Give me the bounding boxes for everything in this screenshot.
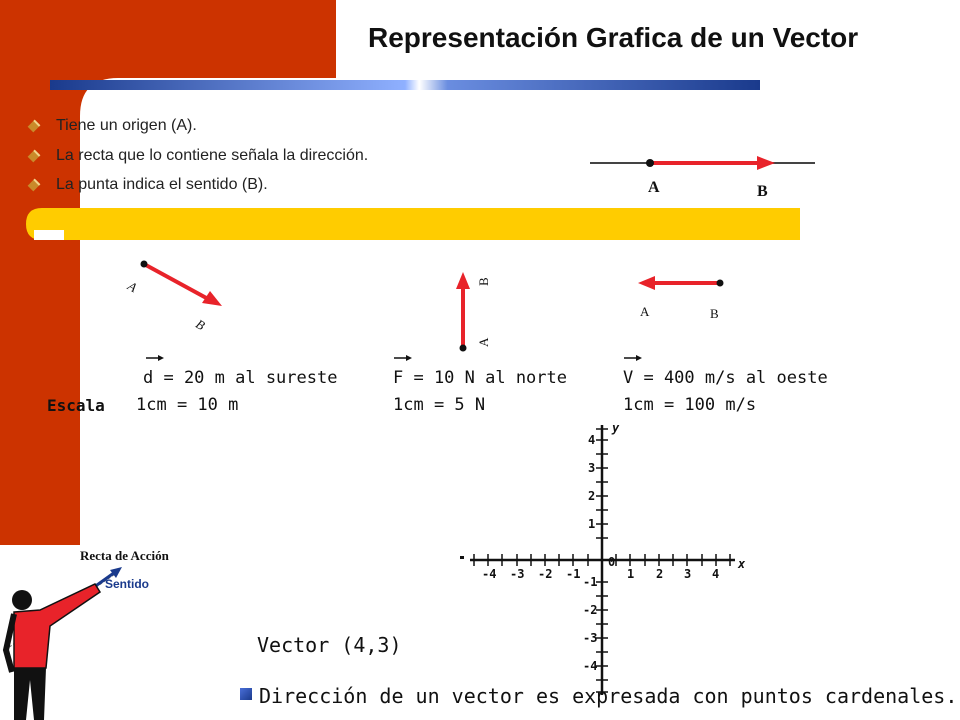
- vector-F-label-B: B: [476, 277, 491, 286]
- bullet-direction: La recta que lo contiene señala la dirección.: [56, 147, 369, 164]
- y-tick-label: -3: [583, 631, 598, 645]
- y-tick-label: -1: [583, 575, 598, 589]
- vector-F-scale: 1cm = 5 N: [393, 395, 486, 415]
- vector-F-label-A: A: [476, 337, 491, 347]
- vector-example: Vector (4,3): [257, 633, 402, 657]
- y-tick-label: 2: [588, 489, 596, 503]
- x-tick-label: -4: [482, 567, 497, 581]
- y-axis-label: y: [612, 421, 620, 435]
- x-tick-label: -2: [538, 567, 553, 581]
- vector-d-scale: 1cm = 10 m: [136, 395, 239, 415]
- vector-V-label-B: B: [710, 306, 719, 321]
- vector-V-label-A: A: [640, 304, 650, 319]
- y-tick-label: -4: [583, 659, 598, 673]
- origin-label: 0: [608, 555, 616, 569]
- label-A: A: [648, 179, 660, 196]
- vector-d-label-B: B: [193, 316, 208, 334]
- vector-F-text: F = 10 N al norte: [393, 368, 567, 388]
- label-B: B: [757, 183, 768, 200]
- vector-d-text: d = 20 m al sureste: [143, 368, 338, 388]
- figure-left-arm: [6, 614, 14, 672]
- bullet-sense: La punta indica el sentido (B).: [56, 176, 268, 193]
- footer-bullet-text: Dirección de un vector es expresada con puntos cardenales.: [259, 684, 958, 708]
- x-tick-label: -3: [510, 567, 525, 581]
- vector-V-text: V = 400 m/s al oeste: [623, 368, 828, 388]
- figure-legs: [14, 668, 46, 720]
- vector-V-scale: 1cm = 100 m/s: [623, 395, 757, 415]
- footer-bullet-icon: [240, 688, 252, 700]
- stray-mark: [460, 556, 464, 559]
- vector-d-label-A: A: [125, 278, 140, 296]
- sense-label: Sentido: [105, 577, 149, 591]
- figure-head: [12, 590, 32, 610]
- y-tick-label: 4: [588, 433, 596, 447]
- y-tick-label: 1: [588, 517, 596, 531]
- slide-title: Representación Grafica de un Vector: [368, 22, 859, 53]
- x-tick-label: 4: [712, 567, 720, 581]
- x-tick-label: 2: [656, 567, 664, 581]
- scale-label: Escala: [47, 396, 105, 415]
- bullet-origin: Tiene un origen (A).: [56, 117, 197, 134]
- x-tick-label: -1: [566, 567, 581, 581]
- y-tick-label: -2: [583, 603, 598, 617]
- pointing-figure-illustration: [0, 540, 220, 720]
- x-tick-label: 3: [684, 567, 692, 581]
- x-axis-label: x: [738, 557, 746, 571]
- x-tick-label: 1: [627, 567, 635, 581]
- y-tick-label: 3: [588, 461, 596, 475]
- line-of-action-label: Recta de Acción: [80, 548, 169, 563]
